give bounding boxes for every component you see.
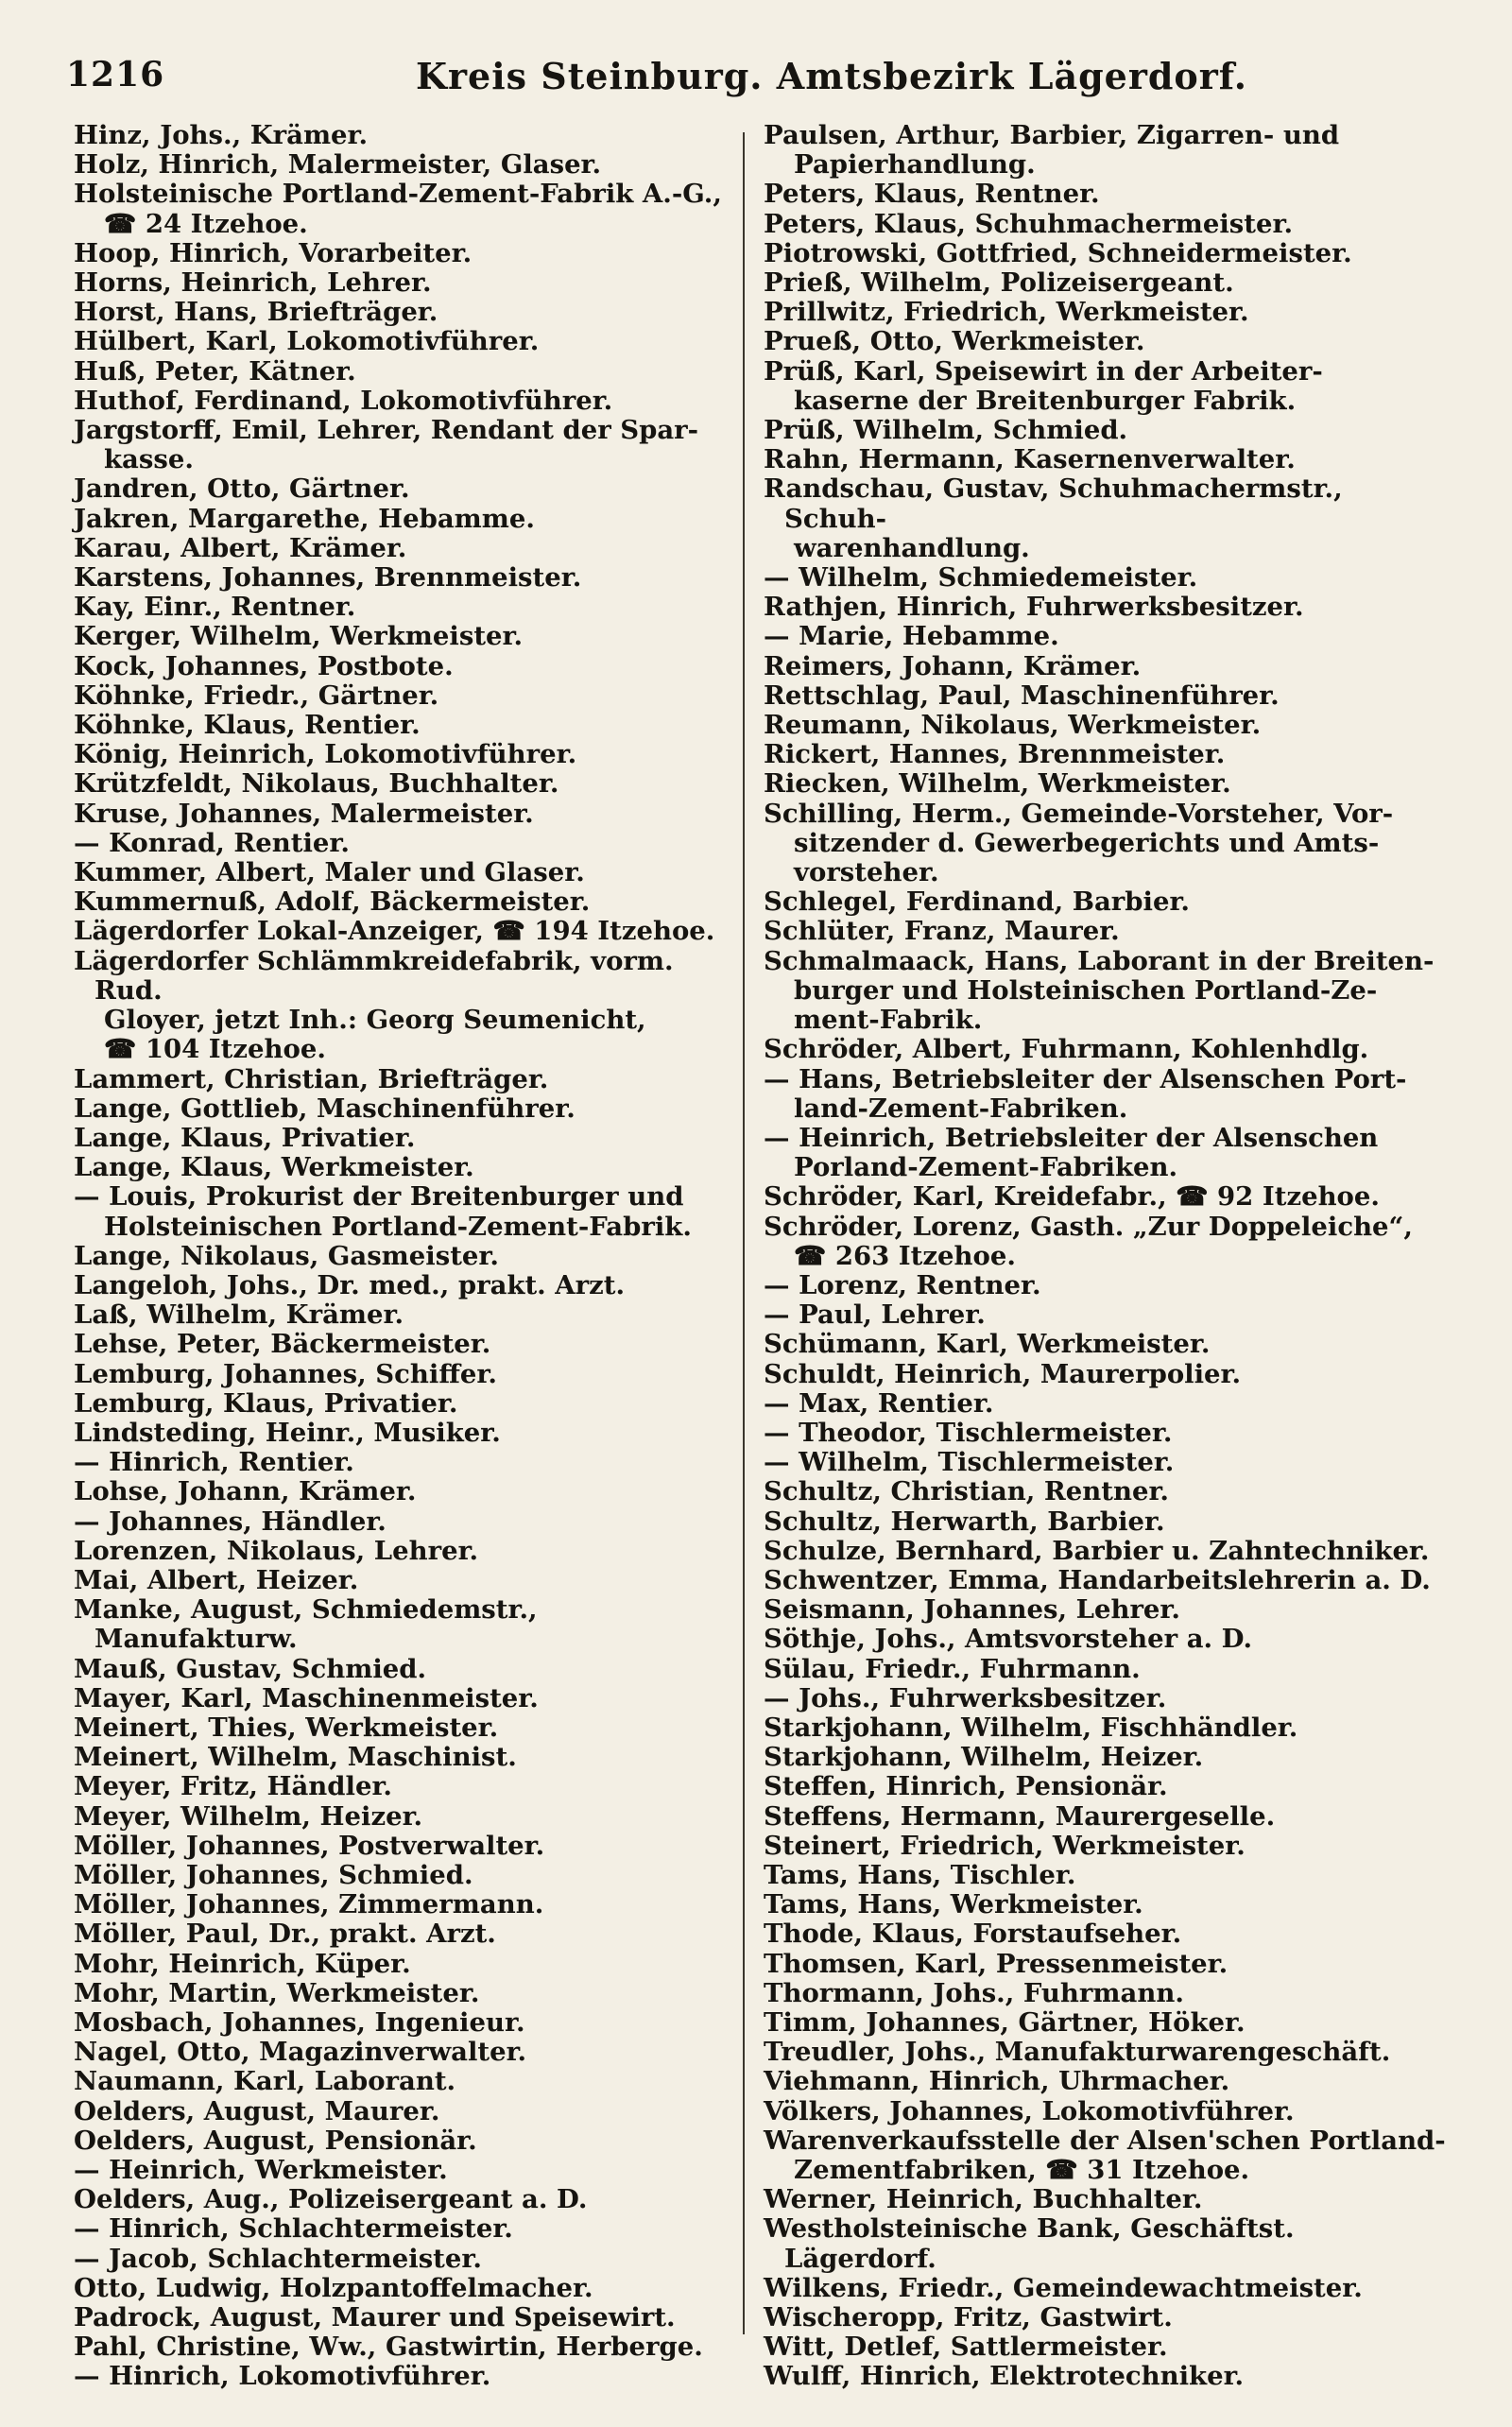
directory-line: vorsteher. — [794, 857, 939, 888]
directory-line: — Wilhelm, Schmiedemeister. — [764, 562, 1198, 594]
directory-line: Hinz, Johs., Krämer. — [74, 120, 369, 150]
directory-line: land-Zement-Fabriken. — [794, 1093, 1128, 1124]
directory-line: Steffen, Hinrich, Pensionär. — [764, 1771, 1168, 1802]
directory-line: Warenverkaufsstelle der Alsen'schen Portland- — [764, 2125, 1446, 2156]
directory-line: — Konrad, Rentier. — [74, 827, 350, 858]
directory-line: Söthje, Johs., Amtsvorsteher a. D. — [764, 1624, 1253, 1655]
directory-line: Tams, Hans, Werkmeister. — [764, 1889, 1143, 1920]
directory-line: Meyer, Fritz, Händler. — [74, 1771, 392, 1802]
directory-line: Prüß, Karl, Speisewirt in der Arbeiter- — [764, 355, 1323, 387]
directory-line: Schümann, Karl, Werkmeister. — [764, 1329, 1211, 1360]
directory-line: Otto, Ludwig, Holzpantoffelmacher. — [74, 2272, 593, 2303]
directory-line: — Hinrich, Lokomotivführer. — [74, 2361, 491, 2392]
directory-line: Rahn, Hermann, Kasernenverwalter. — [764, 444, 1296, 475]
directory-line: Randschau, Gustav, Schuhmachermstr., Schuh- — [764, 473, 1343, 534]
directory-line: ☎ 104 Itzehoe. — [104, 1034, 326, 1065]
directory-line: Laß, Wilhelm, Krämer. — [74, 1300, 404, 1331]
directory-line: Prillwitz, Friedrich, Werkmeister. — [764, 297, 1249, 328]
directory-line: Schröder, Albert, Fuhrmann, Kohlenhdlg. — [764, 1034, 1369, 1065]
directory-line: Schwentzer, Emma, Handarbeitslehrerin a. D. — [764, 1564, 1431, 1595]
directory-line: Nagel, Otto, Magazinverwalter. — [74, 2037, 527, 2068]
directory-line: Lange, Gottlieb, Maschinenführer. — [74, 1093, 576, 1124]
directory-line: Lindsteding, Heinr., Musiker. — [74, 1417, 501, 1448]
directory-line: Horns, Heinrich, Lehrer. — [74, 267, 432, 299]
directory-line: Thomsen, Karl, Pressenmeister. — [764, 1948, 1228, 1979]
directory-line: Holsteinische Portland-Zement-Fabrik A.-G., — [74, 179, 722, 210]
directory-line: burger und Holsteinischen Portland-Ze- — [794, 974, 1378, 1006]
directory-line: Lange, Nikolaus, Gasmeister. — [74, 1240, 499, 1271]
directory-line: Jandren, Otto, Gärtner. — [74, 473, 410, 505]
directory-line: Padrock, August, Maurer und Speisewirt. — [74, 2302, 676, 2333]
directory-line: Peters, Klaus, Rentner. — [764, 179, 1100, 210]
directory-line: Steffens, Hermann, Maurergeselle. — [764, 1800, 1276, 1832]
directory-line: Huthof, Ferdinand, Lokomotivführer. — [74, 385, 613, 416]
directory-line: Lammert, Christian, Briefträger. — [74, 1063, 549, 1094]
directory-line: Lorenzen, Nikolaus, Lehrer. — [74, 1535, 479, 1566]
directory-line: Rathjen, Hinrich, Fuhrwerksbesitzer. — [764, 592, 1304, 623]
directory-line: Kummernuß, Adolf, Bäckermeister. — [74, 886, 591, 918]
directory-line: Jakren, Margarethe, Hebamme. — [74, 503, 535, 534]
directory-line: Lehse, Peter, Bäckermeister. — [74, 1329, 491, 1360]
directory-line: Meinert, Thies, Werkmeister. — [74, 1712, 499, 1743]
directory-line: Lange, Klaus, Privatier. — [74, 1122, 416, 1153]
directory-line: Rickert, Hannes, Brennmeister. — [764, 739, 1226, 770]
directory-line: Seismann, Johannes, Lehrer. — [764, 1594, 1180, 1626]
directory-line: Oelders, August, Pensionär. — [74, 2125, 477, 2156]
directory-line: Peters, Klaus, Schuhmachermeister. — [764, 208, 1294, 239]
directory-line: Oelders, Aug., Polizeisergeant a. D. — [74, 2184, 588, 2215]
running-title: Kreis Steinburg. Amtsbezirk Lägerdorf. — [416, 55, 1248, 97]
directory-line: Starkjohann, Wilhelm, Fischhändler. — [764, 1712, 1298, 1743]
directory-line: Viehmann, Hinrich, Uhrmacher. — [764, 2066, 1230, 2097]
directory-line: Paulsen, Arthur, Barbier, Zigarren- und — [764, 120, 1340, 150]
directory-line: Lägerdorfer Schlämmkreidefabrik, vorm. Rud. — [74, 945, 674, 1006]
directory-line: Sülau, Friedr., Fuhrmann. — [764, 1653, 1141, 1684]
directory-line: Oelders, August, Maurer. — [74, 2095, 440, 2126]
directory-line: Reimers, Johann, Krämer. — [764, 650, 1142, 681]
directory-line: — Heinrich, Werkmeister. — [74, 2155, 448, 2186]
directory-line: Köhnke, Klaus, Rentier. — [74, 710, 421, 741]
directory-line: Piotrowski, Gottfried, Schneidermeister. — [764, 237, 1352, 268]
directory-line: Schröder, Lorenz, Gasth. „Zur Doppeleiche“, — [764, 1211, 1413, 1242]
directory-line: Manke, August, Schmiedemstr., Manufakturw. — [74, 1594, 538, 1655]
directory-line: Westholsteinische Bank, Geschäftst. Lägerdorf. — [764, 2213, 1295, 2274]
directory-line: Wischeropp, Fritz, Gastwirt. — [764, 2302, 1173, 2333]
directory-line: Kerger, Wilhelm, Werkmeister. — [74, 621, 524, 652]
directory-line: — Jacob, Schlachtermeister. — [74, 2243, 482, 2274]
directory-line: Kummer, Albert, Maler und Glaser. — [74, 857, 585, 888]
directory-line: Gloyer, jetzt Inh.: Georg Seumenicht, — [104, 1005, 646, 1036]
directory-line: Kruse, Johannes, Malermeister. — [74, 798, 534, 829]
directory-line: Möller, Johannes, Postverwalter. — [74, 1830, 545, 1861]
directory-line: Mohr, Heinrich, Küper. — [74, 1948, 411, 1979]
directory-line: Prueß, Otto, Werkmeister. — [764, 326, 1145, 357]
directory-line: — Wilhelm, Tischlermeister. — [764, 1447, 1175, 1478]
directory-line: Thode, Klaus, Forstaufseher. — [764, 1919, 1182, 1950]
directory-line: — Paul, Lehrer. — [764, 1300, 986, 1331]
directory-line: Lohse, Johann, Krämer. — [74, 1476, 417, 1507]
directory-line: Timm, Johannes, Gärtner, Höker. — [764, 2007, 1246, 2038]
directory-line: Schlüter, Franz, Maurer. — [764, 916, 1120, 947]
directory-line: Huß, Peter, Kätner. — [74, 355, 356, 387]
directory-line: Witt, Detlef, Sattlermeister. — [764, 2332, 1168, 2363]
directory-line: Karstens, Johannes, Brennmeister. — [74, 562, 582, 594]
directory-line: Mohr, Martin, Werkmeister. — [74, 1977, 480, 2008]
directory-line: ☎ 24 Itzehoe. — [104, 208, 308, 239]
directory-line: Schultz, Christian, Rentner. — [764, 1476, 1169, 1507]
directory-line: sitzender d. Gewerbegerichts und Amts- — [794, 827, 1380, 858]
left-column — [74, 121, 726, 2392]
directory-line: Kay, Einr., Rentner. — [74, 592, 356, 623]
directory-line: Schultz, Herwarth, Barbier. — [764, 1506, 1165, 1537]
column-divider — [743, 132, 745, 2334]
directory-line: Prüß, Wilhelm, Schmied. — [764, 415, 1128, 446]
directory-line: Möller, Paul, Dr., prakt. Arzt. — [74, 1919, 496, 1950]
directory-line: Karau, Albert, Krämer. — [74, 532, 407, 563]
directory-line: Lemburg, Klaus, Privatier. — [74, 1387, 458, 1419]
directory-line: Schröder, Karl, Kreidefabr., ☎ 92 Itzehoe. — [764, 1181, 1380, 1213]
directory-line: kaserne der Breitenburger Fabrik. — [794, 385, 1297, 416]
directory-line: — Johannes, Händler. — [74, 1506, 387, 1537]
directory-line: Starkjohann, Wilhelm, Heizer. — [764, 1742, 1204, 1773]
directory-line: Schlegel, Ferdinand, Barbier. — [764, 886, 1190, 918]
directory-line: — Theodor, Tischlermeister. — [764, 1417, 1173, 1448]
directory-line: ment-Fabrik. — [794, 1005, 983, 1036]
directory-line: Mosbach, Johannes, Ingenieur. — [74, 2007, 525, 2038]
directory-line: Holz, Hinrich, Malermeister, Glaser. — [74, 149, 602, 181]
directory-line: — Max, Rentier. — [764, 1387, 994, 1419]
directory-line: Krützfeldt, Nikolaus, Buchhalter. — [74, 768, 559, 800]
directory-line: Langeloh, Johs., Dr. med., prakt. Arzt. — [74, 1269, 626, 1300]
page-number: 1216 — [66, 55, 165, 95]
directory-line: Pahl, Christine, Ww., Gastwirtin, Herberge. — [74, 2332, 703, 2363]
directory-line: Holsteinischen Portland-Zement-Fabrik. — [104, 1211, 692, 1242]
directory-line: — Heinrich, Betriebsleiter der Alsenschen — [764, 1122, 1379, 1153]
directory-line: Hoop, Hinrich, Vorarbeiter. — [74, 237, 472, 268]
directory-line: ☎ 263 Itzehoe. — [794, 1240, 1016, 1271]
right-column — [764, 121, 1446, 2392]
directory-line: Prieß, Wilhelm, Polizeisergeant. — [764, 267, 1234, 299]
directory-line: Wilkens, Friedr., Gemeindewachtmeister. — [764, 2272, 1363, 2303]
directory-line: Zementfabriken, ☎ 31 Itzehoe. — [794, 2155, 1250, 2186]
directory-line: Schulze, Bernhard, Barbier u. Zahntechniker. — [764, 1535, 1430, 1566]
directory-line: Treudler, Johs., Manufakturwarengeschäft. — [764, 2037, 1391, 2068]
directory-line: Meyer, Wilhelm, Heizer. — [74, 1800, 423, 1832]
directory-line: Möller, Johannes, Zimmermann. — [74, 1889, 544, 1920]
directory-line: Köhnke, Friedr., Gärtner. — [74, 680, 439, 711]
directory-line: Tams, Hans, Tischler. — [764, 1859, 1076, 1890]
directory-line: Papierhandlung. — [794, 149, 1036, 181]
directory-line: Lemburg, Johannes, Schiffer. — [74, 1358, 497, 1389]
directory-line: Horst, Hans, Briefträger. — [74, 297, 438, 328]
directory-line: Hülbert, Karl, Lokomotivführer. — [74, 326, 540, 357]
directory-line: Reumann, Nikolaus, Werkmeister. — [764, 710, 1262, 741]
directory-line: Werner, Heinrich, Buchhalter. — [764, 2184, 1203, 2215]
directory-line: Riecken, Wilhelm, Werkmeister. — [764, 768, 1231, 800]
directory-line: Mayer, Karl, Maschinenmeister. — [74, 1682, 539, 1713]
directory-line: Naumann, Karl, Laborant. — [74, 2066, 456, 2097]
directory-line: Lange, Klaus, Werkmeister. — [74, 1152, 474, 1183]
directory-line: Völkers, Johannes, Lokomotivführer. — [764, 2095, 1295, 2126]
directory-line: — Hans, Betriebsleiter der Alsenschen Port- — [764, 1063, 1407, 1094]
directory-line: warenhandlung. — [794, 532, 1030, 563]
directory-line: Mai, Albert, Heizer. — [74, 1564, 359, 1595]
directory-line: Mauß, Gustav, Schmied. — [74, 1653, 427, 1684]
directory-line: Schilling, Herm., Gemeinde-Vorsteher, Vor- — [764, 798, 1394, 829]
page-header — [66, 55, 1446, 112]
directory-line: Schuldt, Heinrich, Maurerpolier. — [764, 1358, 1242, 1389]
directory-line: — Hinrich, Rentier. — [74, 1447, 354, 1478]
directory-line: König, Heinrich, Lokomotivführer. — [74, 739, 577, 770]
directory-line: Wulff, Hinrich, Elektrotechniker. — [764, 2361, 1245, 2392]
directory-line: Porland-Zement-Fabriken. — [794, 1152, 1178, 1183]
directory-line: Steinert, Friedrich, Werkmeister. — [764, 1830, 1246, 1861]
directory-line: — Lorenz, Rentner. — [764, 1269, 1041, 1300]
directory-line: Rettschlag, Paul, Maschinenführer. — [764, 680, 1280, 711]
directory-line: Jargstorff, Emil, Lehrer, Rendant der Spar- — [74, 415, 699, 446]
directory-line: — Louis, Prokurist der Breitenburger und — [74, 1181, 684, 1213]
directory-line: Schmalmaack, Hans, Laborant in der Breiten- — [764, 945, 1435, 976]
directory-line: Kock, Johannes, Postbote. — [74, 650, 454, 681]
directory-line: — Marie, Hebamme. — [764, 621, 1059, 652]
directory-line: Meinert, Wilhelm, Maschinist. — [74, 1742, 517, 1773]
directory-line: — Johs., Fuhrwerksbesitzer. — [764, 1682, 1167, 1713]
directory-line: — Hinrich, Schlachtermeister. — [74, 2213, 513, 2245]
directory-line: Möller, Johannes, Schmied. — [74, 1859, 473, 1890]
directory-line: Thormann, Johs., Fuhrmann. — [764, 1977, 1184, 2008]
directory-line: kasse. — [104, 444, 194, 475]
directory-line: Lägerdorfer Lokal-Anzeiger, ☎ 194 Itzehoe. — [74, 916, 715, 947]
